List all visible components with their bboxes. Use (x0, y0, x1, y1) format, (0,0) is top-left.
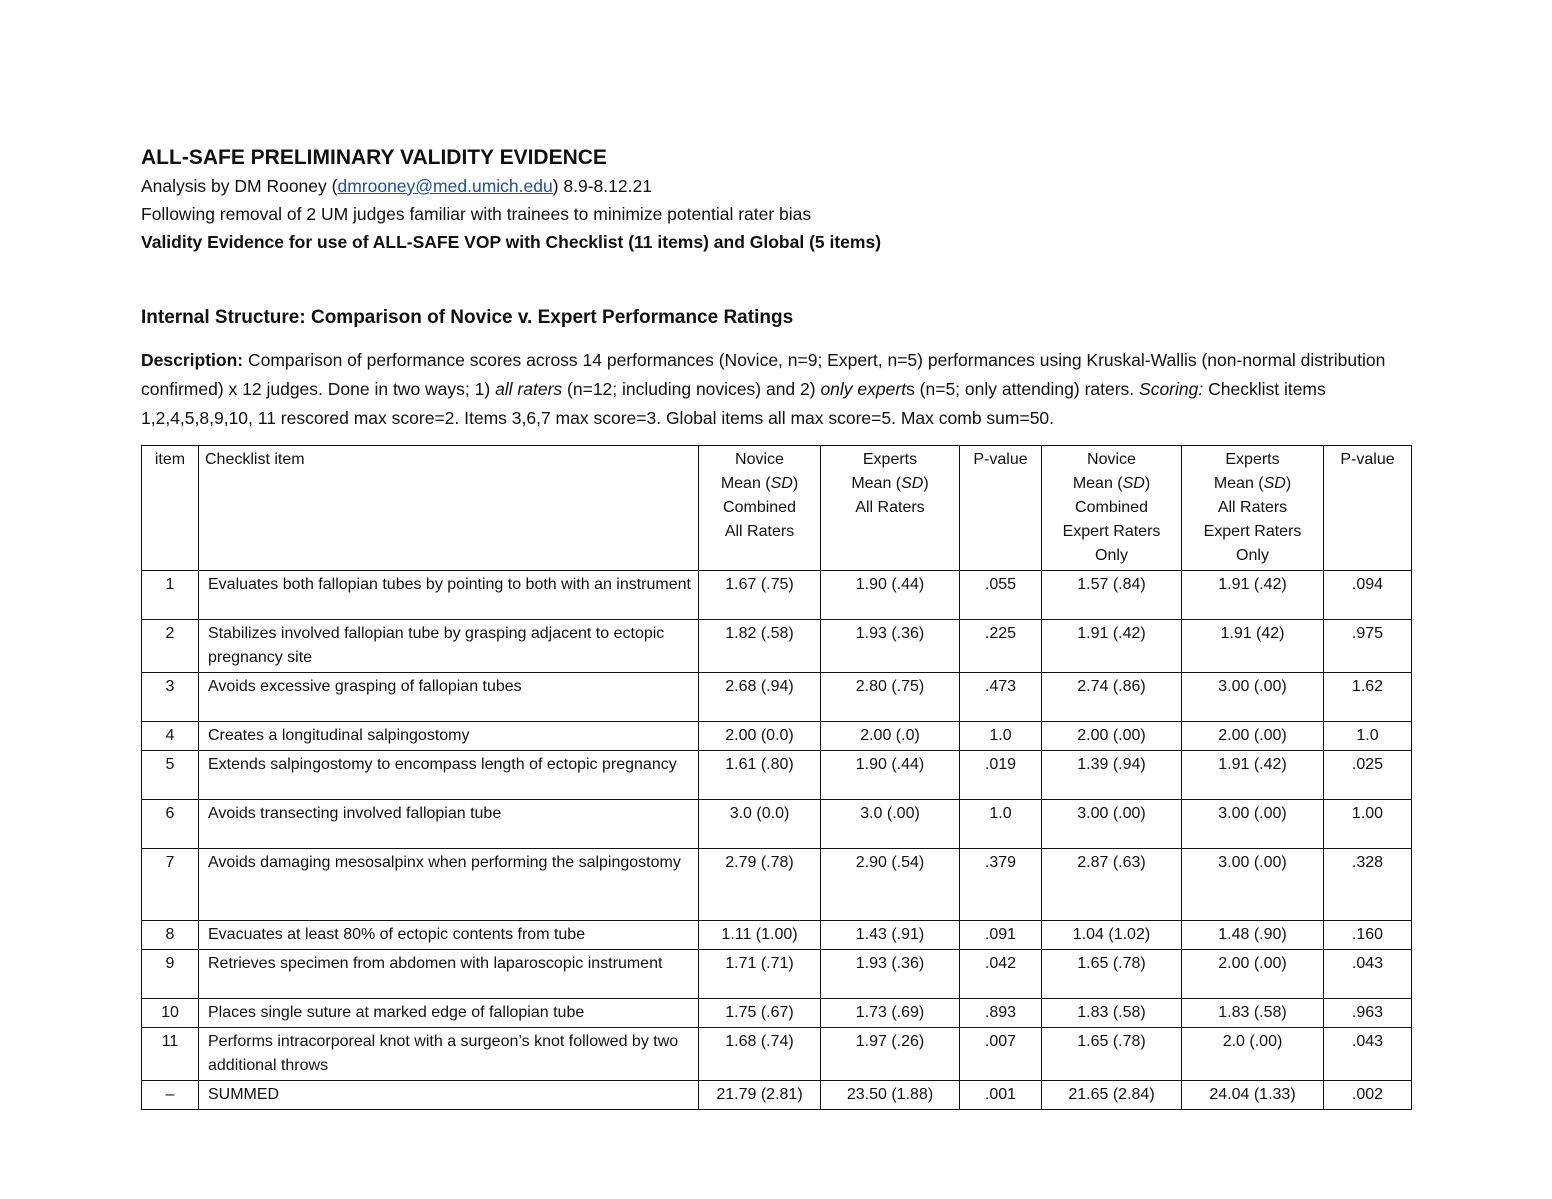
experts-expert-value: 1.48 (.90) (1182, 921, 1324, 950)
p-value-all: .379 (960, 849, 1042, 921)
checklist-item: Stabilizes involved fallopian tube by grasping adjacent to ectopic pregnancy site (199, 620, 699, 673)
experts-expert-value: 2.0 (.00) (1182, 1028, 1324, 1081)
experts-expert-value: 3.00 (.00) (1182, 673, 1324, 722)
checklist-item: Evaluates both fallopian tubes by pointing to both with an instrument (199, 571, 699, 620)
experts-expert-value: 1.91 (42) (1182, 620, 1324, 673)
novice-all-value: 1.71 (.71) (699, 950, 821, 999)
novice-expert-value: 2.00 (.00) (1042, 722, 1182, 751)
experts-all-value: 1.73 (.69) (821, 999, 960, 1028)
header-experts-expert-raters: Experts Mean (SD) All Raters Expert Raters Only (1182, 446, 1324, 571)
table-row (142, 921, 1412, 950)
novice-expert-value: 2.74 (.86) (1042, 673, 1182, 722)
experts-all-value: 2.90 (.54) (821, 849, 960, 921)
item-number: 4 (142, 722, 199, 751)
item-number: 1 (142, 571, 199, 620)
header-p-value-expert: P-value (1324, 446, 1412, 571)
p-value-all: .007 (960, 1028, 1042, 1081)
p-value-all: 1.0 (960, 800, 1042, 849)
experts-expert-value: 1.91 (.42) (1182, 751, 1324, 800)
item-number: 11 (142, 1028, 199, 1081)
experts-all-value: 2.00 (.0) (821, 722, 960, 751)
table-row (142, 620, 1412, 673)
description-text: Checklist items 1,2,4,5,8,9,10, 11 rescored max score=2. Items 3,6,7 max score=3. Global items all max score=5. Max comb sum=50. (141, 379, 1326, 428)
header-experts-all: Experts Mean (SD) All Raters (821, 446, 960, 571)
novice-expert-value: 1.57 (.84) (1042, 571, 1182, 620)
item-number: 10 (142, 999, 199, 1028)
table-header-row (142, 446, 1412, 571)
item-number: 6 (142, 800, 199, 849)
table-row (142, 950, 1412, 999)
document-page (141, 144, 1411, 1110)
p-value-all: .893 (960, 999, 1042, 1028)
table-row (142, 999, 1412, 1028)
section-heading: Internal Structure: Comparison of Novice v. Expert Performance Ratings (141, 307, 794, 328)
experts-all-value: 23.50 (1.88) (821, 1081, 960, 1110)
p-value-expert: .043 (1324, 1028, 1412, 1081)
p-value-expert: 1.00 (1324, 800, 1412, 849)
p-value-expert: .963 (1324, 999, 1412, 1028)
p-value-all: .091 (960, 921, 1042, 950)
item-number: – (142, 1081, 199, 1110)
p-value-expert: .094 (1324, 571, 1412, 620)
novice-all-value: 2.00 (0.0) (699, 722, 821, 751)
novice-all-value: 1.67 (.75) (699, 571, 821, 620)
item-number: 7 (142, 849, 199, 921)
analysis-date: ) 8.9-8.12.21 (552, 176, 652, 196)
experts-expert-value: 2.00 (.00) (1182, 950, 1324, 999)
description-text: (n=12; including novices) and 2) (562, 379, 821, 399)
item-number: 2 (142, 620, 199, 673)
description-label: Description: (141, 350, 244, 370)
description-paragraph (141, 346, 1411, 433)
experts-expert-value: 1.83 (.58) (1182, 999, 1324, 1028)
item-number: 3 (142, 673, 199, 722)
author-email-link[interactable]: dmrooney@med.umich.edu (337, 176, 553, 196)
novice-expert-value: 21.65 (2.84) (1042, 1081, 1182, 1110)
description-text: Comparison of performance scores across 14 performances (Novice, n=9; Expert, n=5) performances using Kruskal-Wallis (non-normal distribution confirmed) x 12 judges. Done in two ways; 1) (141, 350, 1386, 399)
all-raters-term: all raters (495, 379, 563, 399)
header-p-value-all: P-value (960, 446, 1042, 571)
experts-all-value: 1.93 (.36) (821, 950, 960, 999)
experts-expert-value: 24.04 (1.33) (1182, 1081, 1324, 1110)
checklist-item: SUMMED (199, 1081, 699, 1110)
experts-all-value: 1.90 (.44) (821, 571, 960, 620)
checklist-item: Avoids transecting involved fallopian tube (199, 800, 699, 849)
p-value-all: .001 (960, 1081, 1042, 1110)
document-title: ALL-SAFE PRELIMINARY VALIDITY EVIDENCE (141, 146, 607, 169)
item-number: 5 (142, 751, 199, 800)
novice-expert-value: 1.83 (.58) (1042, 999, 1182, 1028)
checklist-item: Performs intracorporeal knot with a surgeon’s knot followed by two additional throws (199, 1028, 699, 1081)
novice-all-value: 2.68 (.94) (699, 673, 821, 722)
novice-expert-value: 1.65 (.78) (1042, 1028, 1182, 1081)
item-number: 8 (142, 921, 199, 950)
header-novice-all: Novice Mean (SD) Combined All Raters (699, 446, 821, 571)
checklist-item: Evacuates at least 80% of ectopic contents from tube (199, 921, 699, 950)
experts-all-value: 2.80 (.75) (821, 673, 960, 722)
novice-expert-value: 1.39 (.94) (1042, 751, 1182, 800)
novice-expert-value: 1.04 (1.02) (1042, 921, 1182, 950)
header-item: item (142, 446, 199, 571)
table-row (142, 849, 1412, 921)
novice-expert-value: 1.65 (.78) (1042, 950, 1182, 999)
p-value-all: .225 (960, 620, 1042, 673)
only-experts-term: only expert (820, 379, 907, 399)
experts-expert-value: 1.91 (.42) (1182, 571, 1324, 620)
experts-all-value: 1.90 (.44) (821, 751, 960, 800)
table-row (142, 751, 1412, 800)
header-checklist-item: Checklist item (199, 446, 699, 571)
header-novice-expert-raters: Novice Mean (SD) Combined Expert Raters Only (1042, 446, 1182, 571)
description-text: s (n=5; only attending) raters. (906, 379, 1140, 399)
scoring-label: Scoring: (1139, 379, 1204, 399)
p-value-expert: .002 (1324, 1081, 1412, 1110)
experts-all-value: 1.93 (.36) (821, 620, 960, 673)
p-value-expert: 1.62 (1324, 673, 1412, 722)
analysis-prefix: Analysis by DM Rooney ( (141, 176, 338, 196)
novice-expert-value: 2.87 (.63) (1042, 849, 1182, 921)
novice-all-value: 1.61 (.80) (699, 751, 821, 800)
checklist-item: Avoids excessive grasping of fallopian tubes (199, 673, 699, 722)
novice-expert-value: 3.00 (.00) (1042, 800, 1182, 849)
checklist-item: Retrieves specimen from abdomen with laparoscopic instrument (199, 950, 699, 999)
experts-all-value: 1.43 (.91) (821, 921, 960, 950)
p-value-expert: 1.0 (1324, 722, 1412, 751)
experts-expert-value: 3.00 (.00) (1182, 800, 1324, 849)
p-value-all: .019 (960, 751, 1042, 800)
checklist-item: Extends salpingostomy to encompass length of ectopic pregnancy (199, 751, 699, 800)
table-row (142, 1028, 1412, 1081)
table-row (142, 571, 1412, 620)
table-row (142, 673, 1412, 722)
novice-all-value: 1.68 (.74) (699, 1028, 821, 1081)
removal-note: Following removal of 2 UM judges familiar with trainees to minimize potential rater bias (141, 204, 812, 224)
p-value-expert: .160 (1324, 921, 1412, 950)
novice-all-value: 1.75 (.67) (699, 999, 821, 1028)
checklist-item: Places single suture at marked edge of fallopian tube (199, 999, 699, 1028)
p-value-all: 1.0 (960, 722, 1042, 751)
checklist-item: Avoids damaging mesosalpinx when performing the salpingostomy (199, 849, 699, 921)
summed-row (142, 1081, 1412, 1110)
validity-heading: Validity Evidence for use of ALL-SAFE VOP with Checklist (11 items) and Global (5 items) (141, 232, 882, 252)
experts-all-value: 3.0 (.00) (821, 800, 960, 849)
novice-expert-value: 1.91 (.42) (1042, 620, 1182, 673)
checklist-item: Creates a longitudinal salpingostomy (199, 722, 699, 751)
novice-all-value: 21.79 (2.81) (699, 1081, 821, 1110)
p-value-expert: .043 (1324, 950, 1412, 999)
analysis-line (141, 172, 1411, 200)
p-value-expert: .975 (1324, 620, 1412, 673)
novice-all-value: 2.79 (.78) (699, 849, 821, 921)
experts-expert-value: 2.00 (.00) (1182, 722, 1324, 751)
novice-all-value: 1.11 (1.00) (699, 921, 821, 950)
results-table (141, 445, 1412, 1110)
novice-all-value: 1.82 (.58) (699, 620, 821, 673)
p-value-expert: .025 (1324, 751, 1412, 800)
table-row (142, 800, 1412, 849)
experts-expert-value: 3.00 (.00) (1182, 849, 1324, 921)
experts-all-value: 1.97 (.26) (821, 1028, 960, 1081)
p-value-all: .055 (960, 571, 1042, 620)
novice-all-value: 3.0 (0.0) (699, 800, 821, 849)
item-number: 9 (142, 950, 199, 999)
table-row (142, 722, 1412, 751)
p-value-expert: .328 (1324, 849, 1412, 921)
p-value-all: .473 (960, 673, 1042, 722)
p-value-all: .042 (960, 950, 1042, 999)
